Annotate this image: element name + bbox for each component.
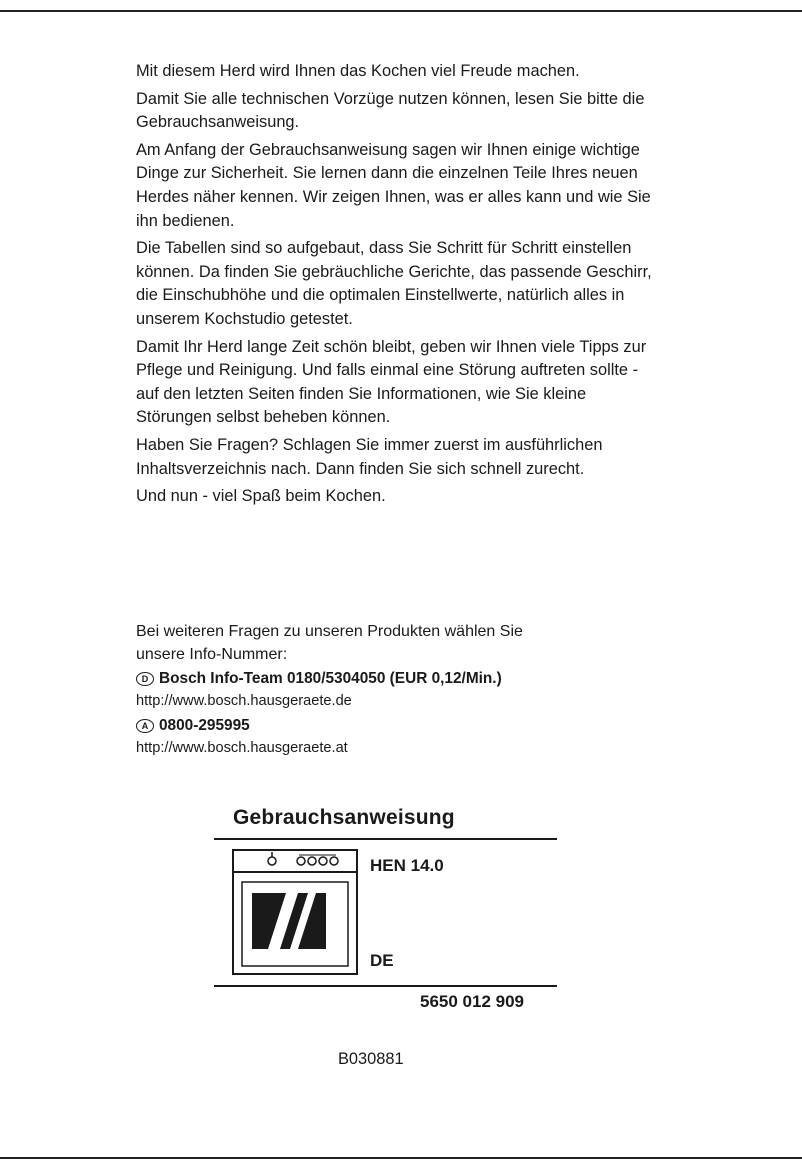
at-hotline: 0800-295995 bbox=[159, 716, 250, 734]
intro-paragraph: Am Anfang der Gebrauchsanweisung sagen wir Ihnen einige wichtige Dinge zur Sicherheit. Sie lernen dann die einzelnen Teile Ihres neuen Herdes näher kennen. Wir zeigen Ihnen, was er alles kann und wie Sie ihn bedienen. bbox=[136, 140, 651, 230]
de-hotline: Bosch Info-Team 0180/5304050 (EUR 0,12/Min.) bbox=[159, 669, 502, 687]
intro-paragraph: Mit diesem Herd wird Ihnen das Kochen viel Freude machen. bbox=[136, 62, 580, 80]
intro-paragraph: Damit Sie alle technischen Vorzüge nutzen können, lesen Sie bitte die Gebrauchsanweisung. bbox=[136, 89, 645, 132]
title-divider bbox=[214, 838, 557, 840]
at-hotline-row bbox=[136, 714, 656, 737]
de-hotline-row bbox=[136, 667, 656, 690]
at-url[interactable]: http://www.bosch.hausgeraete.at bbox=[136, 740, 348, 757]
bottom-border-line bbox=[0, 1157, 802, 1159]
manual-title: Gebrauchsanweisung bbox=[233, 806, 455, 829]
intro-paragraph: Die Tabellen sind so aufgebaut, dass Sie Schritt für Schritt einstellen können. Da finden Sie gebräuchliche Gerichte, das passende Geschirr, die Einschubhöhe und die optimalen Einstellwerte, natürlich alles in unserem Kochstudio getestet. bbox=[136, 239, 652, 328]
oven-icon bbox=[232, 849, 358, 975]
top-border-line bbox=[0, 10, 802, 12]
country-badge-de: D bbox=[136, 672, 154, 686]
part-number: 5650 012 909 bbox=[420, 992, 524, 1011]
contact-info bbox=[136, 620, 656, 760]
intro-paragraph: Und nun - viel Spaß beim Kochen. bbox=[136, 487, 386, 506]
contact-intro-line: unsere Info-Nummer: bbox=[136, 646, 288, 664]
intro-text bbox=[136, 60, 656, 513]
country-badge-at: A bbox=[136, 719, 154, 733]
intro-paragraph: Damit Ihr Herd lange Zeit schön bleibt, geben wir Ihnen viele Tipps zur Pflege und Reinigung. Und falls einmal eine Störung auftreten sollte - auf den letzten Seiten finden Sie Informationen, wie Sie kleine Störungen selbst beheben können. bbox=[136, 337, 647, 427]
de-url[interactable]: http://www.bosch.hausgeraete.de bbox=[136, 693, 352, 710]
label-divider bbox=[214, 985, 557, 987]
intro-paragraph: Haben Sie Fragen? Schlagen Sie immer zuerst im ausführlichen Inhaltsverzeichnis nach. Dann finden Sie sich schnell zurecht. bbox=[136, 435, 603, 478]
language-code: DE bbox=[370, 951, 394, 970]
model-number: HEN 14.0 bbox=[370, 856, 444, 875]
document-number: B030881 bbox=[338, 1050, 404, 1068]
contact-intro-line: Bei weiteren Fragen zu unseren Produkten wählen Sie bbox=[136, 623, 523, 640]
